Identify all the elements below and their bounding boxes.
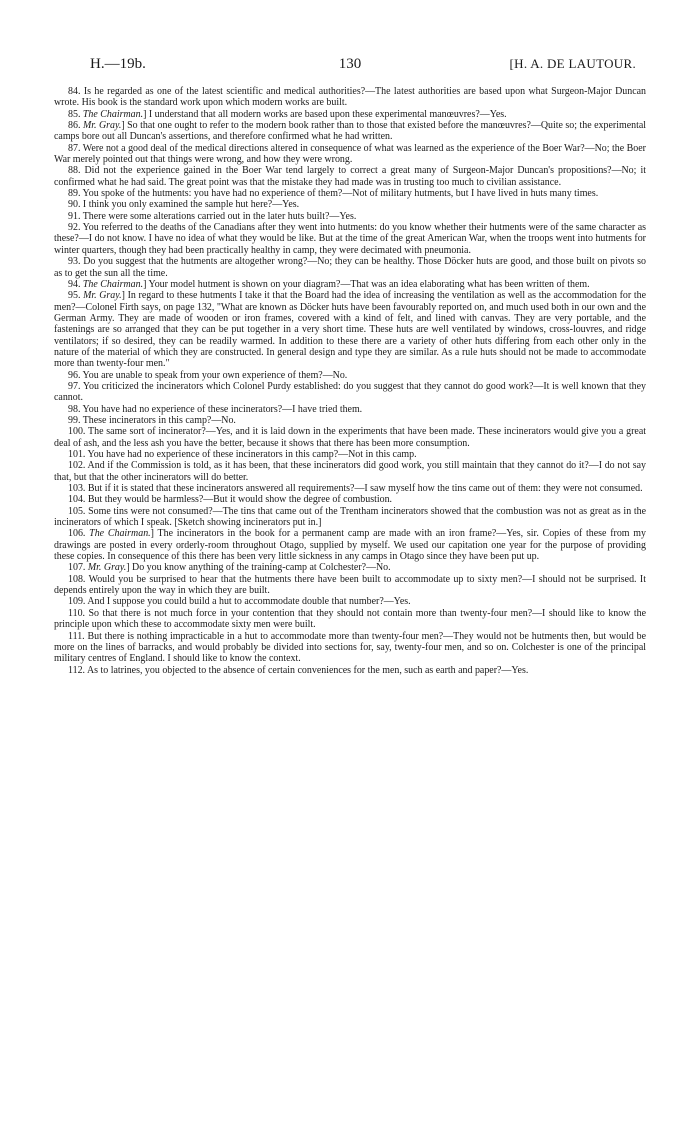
testimony-text: So that there is not much force in your contention that they should not contain more than twenty-four men?—I should like to know the principle upon which these to accommodate sixty men were built. [54,607,647,631]
testimony-paragraph [54,449,646,460]
question-number: 112. [68,664,86,676]
testimony-text: Is he regarded as one of the latest scientific and medical authorities?—The latest authorities are based upon what Surgeon-Major Duncan wrote. His book is the standard work upon which modern works are built. [54,86,647,109]
question-number: 103. [68,483,86,495]
question-number: 106. [68,528,86,540]
testimony-text: ] In regard to these hutments I take it that the Board had the idea of increasing the ventilation as well as the accommodation for the men?—Colonel Firth says, on page 132, "What are known as Döcker huts have been favourably reported on, and much used both in our own and the German Army. They are made of wooden or iron frames, covered with a kind of felt, and lined with canvas. They are very portable, and the fastenings are so arranged that they can be put together in a very short time. These huts are well ventilated by windows, cross-louvres, and ridge ventilators; if so desired, they can be readily warmed. In addition to these there are a variety of other huts differing from each other only in the nature of the material of which they are constructed. In general design and type they are similar. As a rule huts should not be made to accommodate more than twenty-four men." [54,290,647,370]
speaker-name: The Chairman. [82,278,144,290]
question-number: 87. [68,142,81,154]
question-number: 98. [68,403,81,415]
question-number: 96. [68,369,81,381]
question-number: 110. [68,607,86,619]
testimony-paragraph [54,506,646,529]
testimony-paragraph [54,290,646,369]
question-number: 86. [68,120,81,132]
testimony-paragraph [54,256,646,279]
testimony-paragraph [54,415,646,426]
speaker-name: Mr. Gray. [83,290,122,302]
testimony-paragraph [54,222,646,256]
page-header [54,56,646,78]
testimony-text: And I suppose you could build a hut to accommodate double that number?—Yes. [87,596,411,608]
testimony-text: ] I understand that all modern works are based upon these experimental manœuvres?—Yes. [143,108,507,120]
testimony-text: But if it is stated that these incinerators answered all requirements?—I saw myself how the tins came out of them: they were not consumed. [87,483,643,495]
testimony-paragraph [54,494,646,505]
testimony-text: You have had no experience of these incinerators in this camp?—Not in this camp. [87,449,417,460]
question-number: 102. [68,460,86,472]
testimony-text: The same sort of incinerator?—Yes, and it is laid down in the experiments that have been made. These incinerators would give you a great deal of ash, and the less ash you have the better, because it shows that there has been more consumption. [54,426,647,449]
report-code: H.—19b. [90,56,146,72]
testimony-text: ] Your model hutment is shown on your diagram?—That was an idea elaborating what has been written of them. [143,278,590,290]
testimony-text: You criticized the incinerators which Colonel Purdy established: do you suggest that they cannot do good work?—It is well known that they cannot. [54,380,646,404]
question-number: 95. [68,290,81,302]
testimony-text: You spoke of the hutments: you have had no experience of them?—Not of military hutments, but I have lived in huts many times. [82,188,599,200]
testimony-text: You are unable to speak from your own experience of them?—No. [82,369,348,381]
question-number: 89. [68,188,81,200]
testimony-paragraph [54,109,646,120]
question-number: 100. [68,426,86,438]
speaker-name: Mr. Gray. [87,562,127,574]
testimony-paragraph [54,574,646,597]
testimony-text: But there is nothing impracticable in a hut to accommodate more than twenty-four men?—They would not be hutments then, but would be more on the lines of barracks, and would probably be divided into sections for, say, twenty-four men, and so on. Colchester is one of the principal military centres of England. I should like to know the context. [54,630,646,665]
question-number: 85. [68,108,81,120]
testimony-text: As to latrines, you objected to the absence of certain conveniences for the men, such as earth and paper?—Yes. [86,664,529,676]
testimony-text: And if the Commission is told, as it has been, that these incinerators did good work, you still maintain that they cannot do it?—I do not say that, but that the other incinerators will do better. [54,460,647,483]
testimony-paragraph [54,370,646,381]
testimony-text: ] So that one ought to refer to the modern book rather than to those that existed before the manœuvres?—Quite so; the experimental camps bore out all Duncan's assertions, and therefore confirmed what he had written. [54,120,647,143]
testimony-paragraph [54,199,646,210]
testimony-text: Were not a good deal of the medical directions altered in consequence of what was learned as the experience of the Boer War?—No; the Boer War merely pointed out that things were wrong, and how they were wrong. [54,142,646,166]
testimony-text: Would you be surprised to hear that the hutments there have been built to accommodate up to sixty men?—I should not be surprised. It depends entirely upon the way in which they are built. [54,573,646,597]
testimony-paragraph [54,120,646,143]
question-number: 90. [68,199,81,211]
testimony-text: There were some alterations carried out in the later huts built?—Yes. [82,210,357,222]
testimony-paragraph [54,483,646,494]
testimony-paragraph [54,86,646,109]
testimony-text: Do you suggest that the hutments are altogether wrong?—No; they can be healthy. Those Döcker huts are good, and those built on pivots so as to get the sun all the time. [54,256,646,279]
testimony-text: But they would be harmless?—But it would show the degree of combustion. [87,494,393,506]
testimony-paragraph [54,596,646,607]
question-number: 105. [68,505,86,517]
speaker-name: Mr. Gray. [82,120,122,132]
testimony-paragraph [54,188,646,199]
testimony-paragraph [54,211,646,222]
testimony-paragraph [54,143,646,166]
testimony-paragraph [54,460,646,483]
question-number: 109. [68,596,86,608]
testimony-text: You referred to the deaths of the Canadians after they went into hutments: do you know whether their hutments were of the same character as these?—I do not know. I have no idea of what they would be like. But at the time of the great American War, when the troops went into hutments for winter quarters, though they had been practically healthy in camp, they were decimated with pneumonia. [54,222,646,256]
question-number: 104. [68,494,86,506]
testimony-paragraph [54,528,646,562]
testimony-paragraph [54,562,646,573]
testimony-paragraph [54,608,646,631]
question-number: 94. [68,278,81,290]
question-number: 91. [68,210,81,222]
question-number: 101. [68,449,86,460]
question-number: 99. [68,414,81,426]
witness-name: [H. A. DE LAUTOUR. [509,56,636,71]
testimony-paragraph [54,165,646,188]
page-number: 130 [338,56,362,72]
question-number: 107. [68,562,86,574]
question-number: 84. [68,86,81,97]
testimony-paragraph [54,631,646,665]
question-number: 92. [68,222,81,234]
testimony-text: ] Do you know anything of the training-camp at Colchester?—No. [126,562,391,574]
evidence-body [54,86,646,676]
question-number: 93. [68,256,81,268]
testimony-paragraph [54,404,646,415]
testimony-paragraph [54,665,646,676]
question-number: 88. [68,165,81,177]
testimony-text: I think you only examined the sample hut here?—Yes. [82,199,300,211]
question-number: 111. [68,630,85,642]
question-number: 97. [68,380,81,392]
testimony-text: Some tins were not consumed?—The tins that came out of the Trentham incinerators showed that the combustion was not as great as in the incinerators of which I speak. [Sketch showing incinerators put in.] [54,505,647,529]
testimony-text: You have had no experience of these incinerators?—I have tried them. [82,403,363,415]
testimony-paragraph [54,381,646,404]
question-number: 108. [68,573,86,585]
testimony-paragraph [54,279,646,290]
testimony-paragraph [54,426,646,449]
testimony-text: ] The incinerators in the book for a permanent camp are made with an iron frame?—Yes, sir. Copies of these from my drawings are posted in every orderly-room throughout Otago, supplied by myself. We used our capitation one year for the purpose of providing these copies. In consequence of this there has been very little sickness in any camps in Otago since they have been put up. [54,528,647,563]
testimony-text: These incinerators in this camp?—No. [82,414,236,426]
testimony-text: Did not the experience gained in the Boer War tend largely to correct a great many of Surgeon-Major Duncan's propositions?—No; it confirmed what he had said. The great point was that the mistake they had made was in trusting too much to civilian assistance. [54,165,647,188]
speaker-name: The Chairman. [89,528,151,540]
speaker-name: The Chairman. [82,108,144,120]
